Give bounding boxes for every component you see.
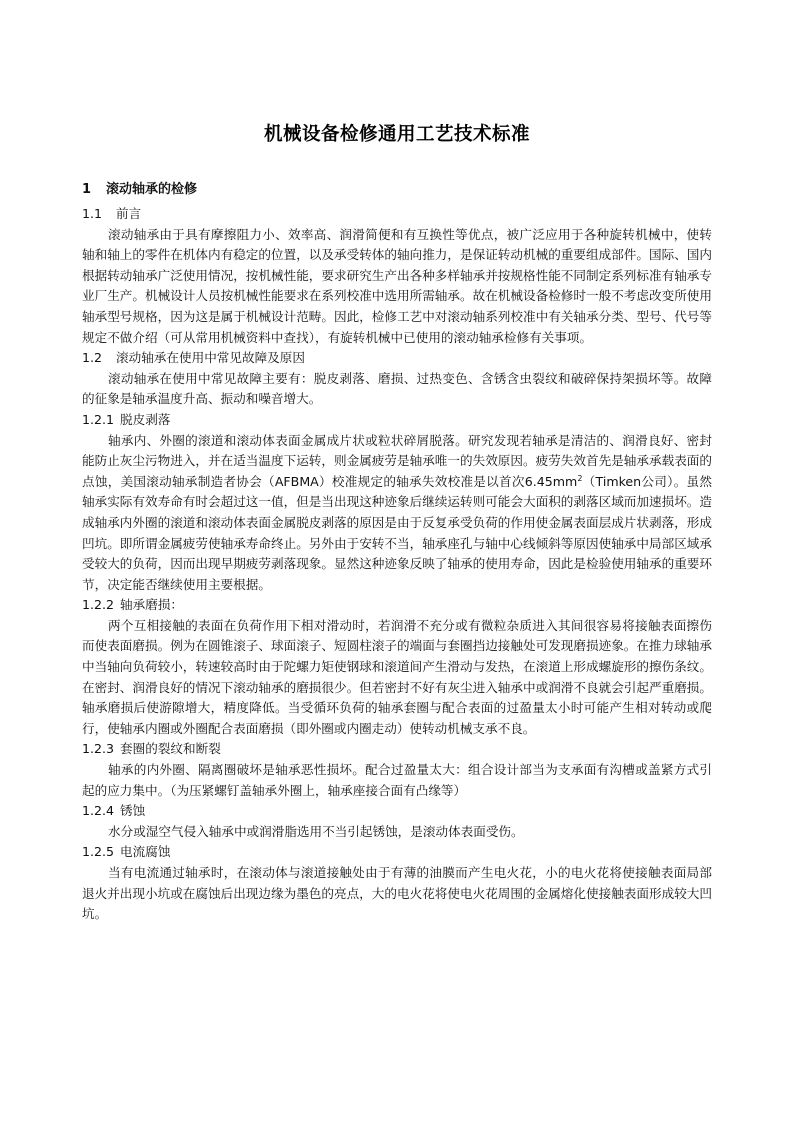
section-1-2-heading (82, 348, 712, 369)
section-1-2-3-paragraph: 轴承的内外圈、隔离圈破坏是轴承恶性损坏。配合过盈量太大：组合设计部当为支承面有沟槽或盖紧方式引起的应力集中。（为压紧螺钉盖轴承外圈上，轴承座接合面有凸缘等） (82, 762, 712, 798)
section-1-2-1-title: 脱皮剥落 (120, 411, 171, 427)
section-1-2-1-paragraph (82, 431, 712, 596)
section-1-2-4-paragraph: 水分或湿空气侵入轴承中或润滑脂选用不当引起锈蚀，是滚动体表面受伤。 (108, 823, 524, 839)
paragraph-text-part-2: （Timken公司）。虽然轴承实际有效寿命有时会超过这一值，但是当出现这种迹象后继续运转则可能会大面积的剥落区域而加速损坏。造成轴承内外圈的滚道和滚动体表面金属脱皮剥落的原因是由于反复承受负荷的作用使金属表面层成片状剥落，形成凹坑。即所谓金属疲劳使轴承寿命终止。另外由于安转不当，轴承座孔与轴中心线倾斜等原因使轴承中局部区域承受较大的负荷，因而出现早期疲劳剥落现象。显然这种迹象反映了轴承的使用寿命，因此是检验使用轴承的重要环节，决定能否继续使用主要根据。 (82, 473, 712, 592)
section-1-2-2-number: 1.2.2 (82, 597, 115, 613)
section-1-2-2-title: 轴承磨损： (120, 597, 184, 613)
section-1-2-4-title: 锈蚀 (120, 803, 146, 819)
section-1-2-1-heading (82, 410, 712, 431)
section-1-2-3-number: 1.2.3 (82, 741, 115, 757)
section-1-2-paragraph: 滚动轴承在使用中常见故障主要有：脱皮剥落、磨损、过热变色、含锈含虫裂纹和破碎保持架损坏等。故障的征象是轴承温度升高、振动和噪音增大。 (82, 370, 712, 407)
section-1-2-5-title: 电流腐蚀 (120, 844, 171, 860)
section-1-2-title: 滚动轴承在使用中常见故障及原因 (116, 350, 305, 366)
section-1-1-paragraph: 滚动轴承由于具有摩擦阻力小、效率高、润滑简便和有互换性等优点，被广泛应用于各种旋转机械中，使转轴和轴上的零件在机体内有稳定的位置，以及承受转体的轴向推力，是保证转动机械的重要组成部件。国际、国内根据转动轴承广泛使用情况，按机械性能，要求研究生产出各种多样轴承并按规格性能不同制定系列标准有轴承专业厂生产。机械设计人员按机械性能要求在系列校准中选用所需轴承。故在机械设备检修时一般不考虑改变所使用轴承型号规格，因为这是属于机械设计范畴。因此，检修工艺中对滚动轴系列校准中有关轴承分类、型号、代号等规定不做介绍（可从常用机械资料中查找），有旋转机械中已使用的滚动轴承检修有关事项。 (82, 226, 712, 345)
superscript-exponent: 2 (577, 473, 583, 483)
section-1-1-title: 前言 (116, 206, 142, 221)
section-1-2-2-paragraph: 两个互相接触的表面在负荷作用下相对滑动时，若润滑不充分或有微粒杂质进入其间很容易将接触表面擦伤而使表面磨损。例为在圆锥滚子、球面滚子、短圆柱滚子的端面与套圈挡边接触处可发现磨损迹象。在推力球轴承中当轴向负荷较小，转速较高时由于陀螺力矩使钢球和滚道间产生滑动与发热，在滚道上形成螺旋形的擦伤条纹。在密封、润滑良好的情况下滚动轴承的磨损很少。但若密封不好有灰尘进入轴承中或润滑不良就会引起严重磨损。轴承磨损后使游隙增大，精度降低。当受循环负荷的轴承套圈与配合表面的过盈量太小时可能产生相对转动或爬行，使轴承内圈或外圈配合表面磨损（即外圈或内圈走动）使转动机械支承不良。 (82, 617, 712, 736)
section-1-2-3-heading (82, 739, 712, 760)
section-1-1-number: 1.1 (82, 206, 103, 221)
section-1-2-2-heading (82, 595, 712, 616)
section-1-heading (82, 180, 712, 200)
document-page (82, 120, 712, 925)
section-1-2-4-number: 1.2.4 (82, 803, 115, 819)
section-1-2-5-heading (82, 842, 712, 863)
section-1-1-heading (82, 204, 712, 225)
paragraph-text-part-1: 轴承内、外圈的滚道和滚动体表面金属成片状或粒状碎屑脱落。研究发现若轴承是清洁的、润滑良好、密封能防止灰尘污物进入，并在适当温度下运转，则金属疲劳是轴承唯一的失效原因。疲劳失效首先是轴承承载表面的点蚀，美国滚动轴承制造者协会（AFBMA）校准规定的轴承失效校准是以首次6.45mm (82, 432, 712, 489)
section-1-2-number: 1.2 (82, 350, 103, 366)
section-1-2-4-heading (82, 801, 712, 822)
section-1-2-5-number: 1.2.5 (82, 844, 115, 860)
section-1-number: 1 (82, 182, 92, 197)
section-1-2-3-title: 套圈的裂纹和断裂 (120, 741, 221, 757)
section-1-2-1-number: 1.2.1 (82, 411, 115, 427)
section-1-2-5-paragraph: 当有电流通过轴承时，在滚动体与滚道接触处由于有薄的油膜而产生电火花，小的电火花将使接触表面局部退火并出现小坑或在腐蚀后出现边缘为墨色的亮点，大的电火花将使电火花周围的金属熔化使接触表面形成较大凹坑。 (82, 865, 712, 922)
section-1-title: 滚动轴承的检修 (106, 182, 198, 197)
document-title: 机械设备检修通用工艺技术标准 (263, 124, 530, 145)
